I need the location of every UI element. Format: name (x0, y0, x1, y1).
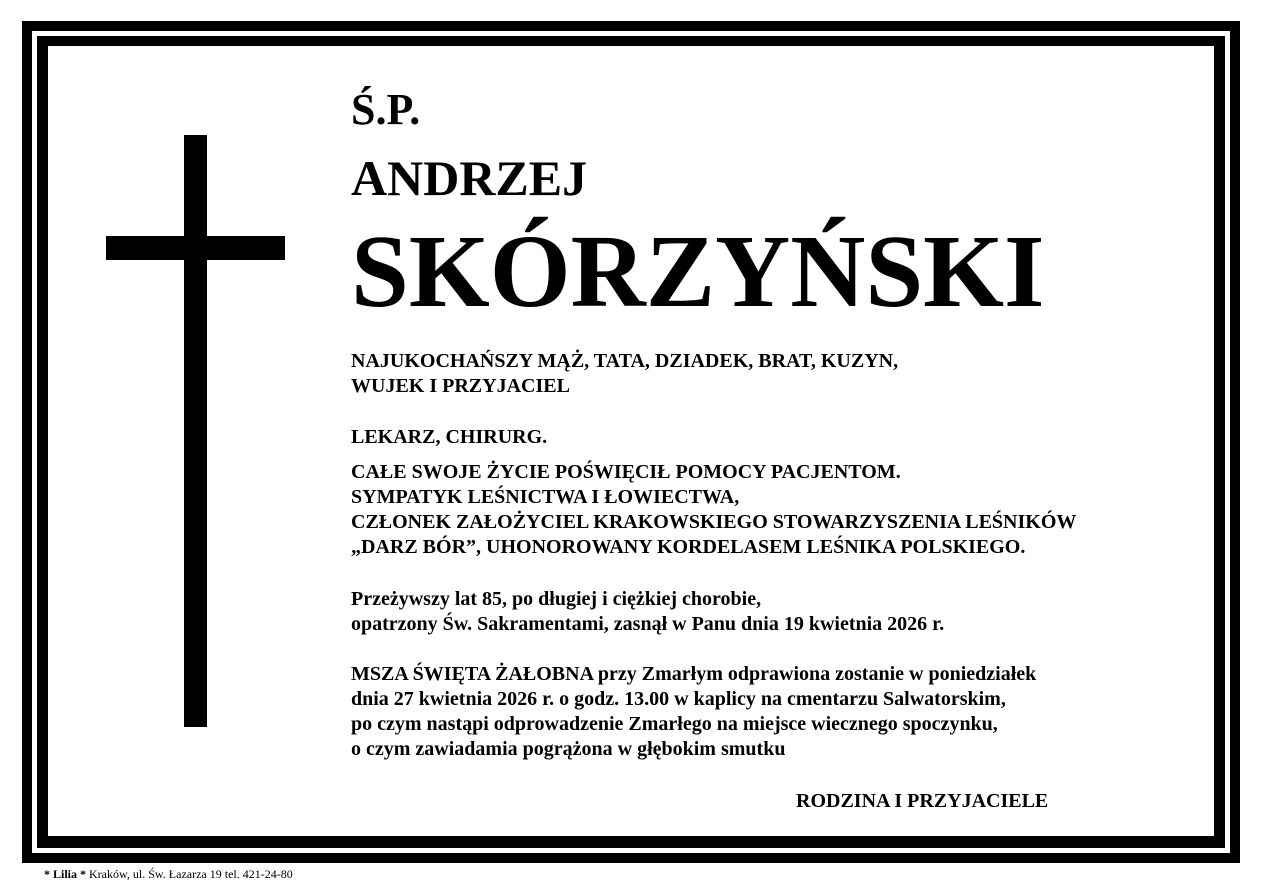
death-line: Przeżywszy lat 85, po długiej i ciężkiej chorobie, (351, 588, 762, 610)
death-info (351, 587, 944, 637)
footer-brand: * Lilia * (44, 867, 87, 881)
biography (351, 460, 1076, 560)
family-line: NAJUKOCHAŃSZY MĄŻ, TATA, DZIADEK, BRAT, KUZYN, (351, 350, 899, 372)
profession (351, 425, 547, 450)
signature: RODZINA I PRZYJACIELE (796, 790, 1049, 812)
biography-line: „DARZ BÓR”, UHONOROWANY KORDELASEM LEŚNIKA POLSKIEGO. (351, 536, 1026, 558)
prefix-sp: Ś.P. (351, 85, 421, 134)
biography-line: CZŁONEK ZAŁOŻYCIEL KRAKOWSKIEGO STOWARZYSZENIA LEŚNIKÓW (351, 511, 1077, 533)
mass-line: MSZA ŚWIĘTA ŻAŁOBNA przy Zmarłym odprawiona zostanie w poniedziałek (351, 663, 1037, 685)
mass-line: po czym nastąpi odprowadzenie Zmarłego na miejsce wiecznego spoczynku, (351, 713, 998, 735)
first-name: ANDRZEJ (351, 150, 588, 206)
cross-vertical-bar (184, 135, 207, 727)
cross-horizontal-bar (106, 236, 285, 260)
surname: SKÓRZYŃSKI (351, 214, 1045, 329)
mass-line: dnia 27 kwietnia 2026 r. o godz. 13.00 w kaplicy na cmentarzu Salwatorskim, (351, 688, 1006, 710)
funeral-mass-info (351, 662, 1036, 762)
footer-address: Kraków, ul. Św. Łazarza 19 tel. 421-24-80 (89, 867, 293, 881)
biography-line: CAŁE SWOJE ŻYCIE POŚWIĘCIŁ POMOCY PACJENTOM. (351, 461, 901, 483)
profession-line: LEKARZ, CHIRURG. (351, 426, 548, 448)
family-relations (351, 349, 898, 399)
mass-line: o czym zawiadamia pogrążona w głębokim smutku (351, 738, 786, 760)
biography-line: SYMPATYK LEŚNICTWA I ŁOWIECTWA, (351, 486, 740, 508)
family-line: WUJEK I PRZYJACIEL (351, 375, 570, 397)
death-line: opatrzony Św. Sakramentami, zasnął w Panu dnia 19 kwietnia 2026 r. (351, 613, 945, 635)
footer-imprint (44, 866, 293, 882)
